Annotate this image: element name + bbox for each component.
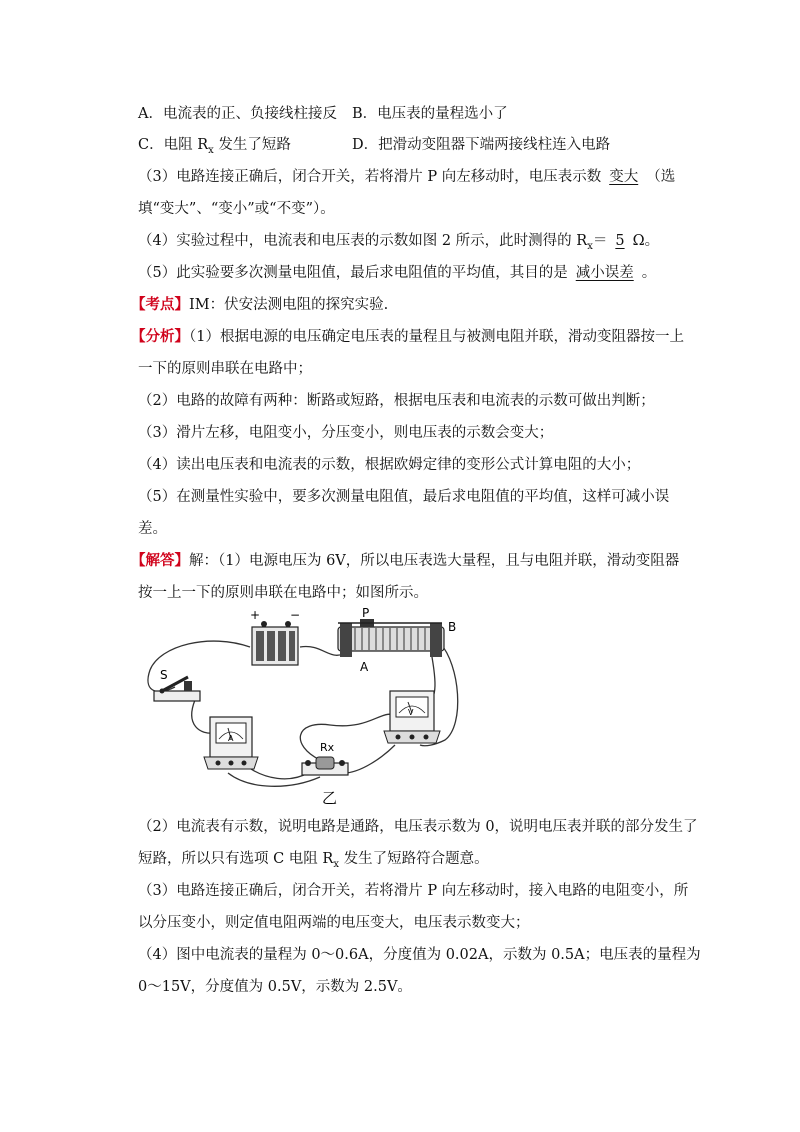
jieda-line1: 【解答】解：（1）电源电压为 6V，所以电压表选大量程，且与电阻并联，滑动变阻器 [131, 552, 680, 569]
resistor-icon [302, 757, 348, 775]
circuit-figure [140, 605, 480, 810]
kaodian: 【考点】IM：伏安法测电阻的探究实验. [131, 296, 389, 313]
voltmeter-label: V [408, 708, 414, 717]
answer-3: 变大 [609, 169, 639, 185]
after-line6: 0～15V，分度值为 0.5V，示数为 2.5V。 [138, 979, 412, 995]
rheostat-a-label: A [360, 660, 369, 674]
fenxi-line2: 一下的原则串联在电路中； [138, 361, 312, 377]
after-line2: 短路，所以只有选项 C 电阻 $R_x$ 发生了短路符合题意。 [138, 851, 489, 870]
voltmeter-icon [384, 691, 440, 743]
question-3-line2: 填“变大”、“变小”或“不变”）。 [138, 201, 335, 217]
battery-minus-label: − [290, 608, 301, 622]
after-line4: 以分压变小，则定值电阻两端的电压变大，电压表示数变大； [138, 915, 530, 931]
ammeter-label: A [228, 734, 234, 743]
rheostat-b-label: B [448, 620, 457, 634]
kaodian-tag: 【考点】 [131, 296, 189, 313]
answer-5: 减小误差 [575, 265, 634, 281]
question-4: （4）实验过程中，电流表和电压表的示数如图 2 所示，此时测得的 $R_x= 5$ Ω。 [138, 233, 660, 252]
option-c: C．电阻 $R_x$ 发生了短路 [138, 137, 291, 156]
switch-s-label: S [160, 668, 168, 682]
after-line5: （4）图中电流表的量程为 0～0.6A，分度值为 0.02A，示数为 0.5A；电压表的量程为 [138, 947, 701, 963]
fenxi-tag: 【分析】 [131, 328, 189, 345]
ammeter-icon [204, 717, 258, 769]
jieda-line2: 按一上一下的原则串联在电路中；如图所示。 [138, 585, 428, 601]
resistor-rx-label: Rx [320, 741, 335, 754]
battery-icon [252, 621, 298, 665]
fenxi-line5: （4）读出电压表和电流表的示数，根据欧姆定律的变形公式计算电阻的大小； [138, 457, 641, 473]
option-b: B．电压表的量程选小了 [352, 106, 508, 122]
figure-caption: 乙 [322, 789, 338, 807]
answer-4: 5 [615, 233, 625, 249]
battery-plus-label: + [250, 608, 261, 622]
options-row-ab [138, 104, 678, 124]
rheostat-p-label: P [362, 606, 370, 620]
fenxi-line3: （2）电路的故障有两种：断路或短路，根据电压表和电流表的示数可做出判断； [138, 393, 655, 409]
question-3-line1: （3）电路连接正确后，闭合开关，若将滑片 P 向左移动时，电压表示数 变大 （选 [138, 169, 676, 185]
question-5: （5）此实验要多次测量电阻值，最后求电阻值的平均值，其目的是 减小误差 。 [138, 265, 657, 281]
option-d: D．把滑动变阻器下端两接线柱连入电路 [352, 137, 611, 153]
jieda-tag: 【解答】 [131, 552, 189, 569]
fenxi-line6: （5）在测量性实验中，要多次测量电阻值，最后求电阻值的平均值，这样可减小误 [138, 489, 670, 505]
fenxi-line7: 差。 [138, 521, 167, 537]
after-line1: （2）电流表有示数，说明电路是通路，电压表示数为 0，说明电压表并联的部分发生了 [138, 819, 698, 835]
after-line3: （3）电路连接正确后，闭合开关，若将滑片 P 向左移动时，接入电路的电阻变小，所 [138, 883, 689, 899]
fenxi-line1: 【分析】（1）根据电源的电压确定电压表的量程且与被测电阻并联，滑动变阻器按一上 [131, 328, 684, 345]
rheostat-icon [338, 619, 444, 657]
fenxi-line4: （3）滑片左移，电阻变小，分压变小，则电压表的示数会变大； [138, 425, 554, 441]
option-a: A．电流表的正、负接线柱接反 [138, 106, 337, 122]
options-row-cd [138, 135, 678, 161]
